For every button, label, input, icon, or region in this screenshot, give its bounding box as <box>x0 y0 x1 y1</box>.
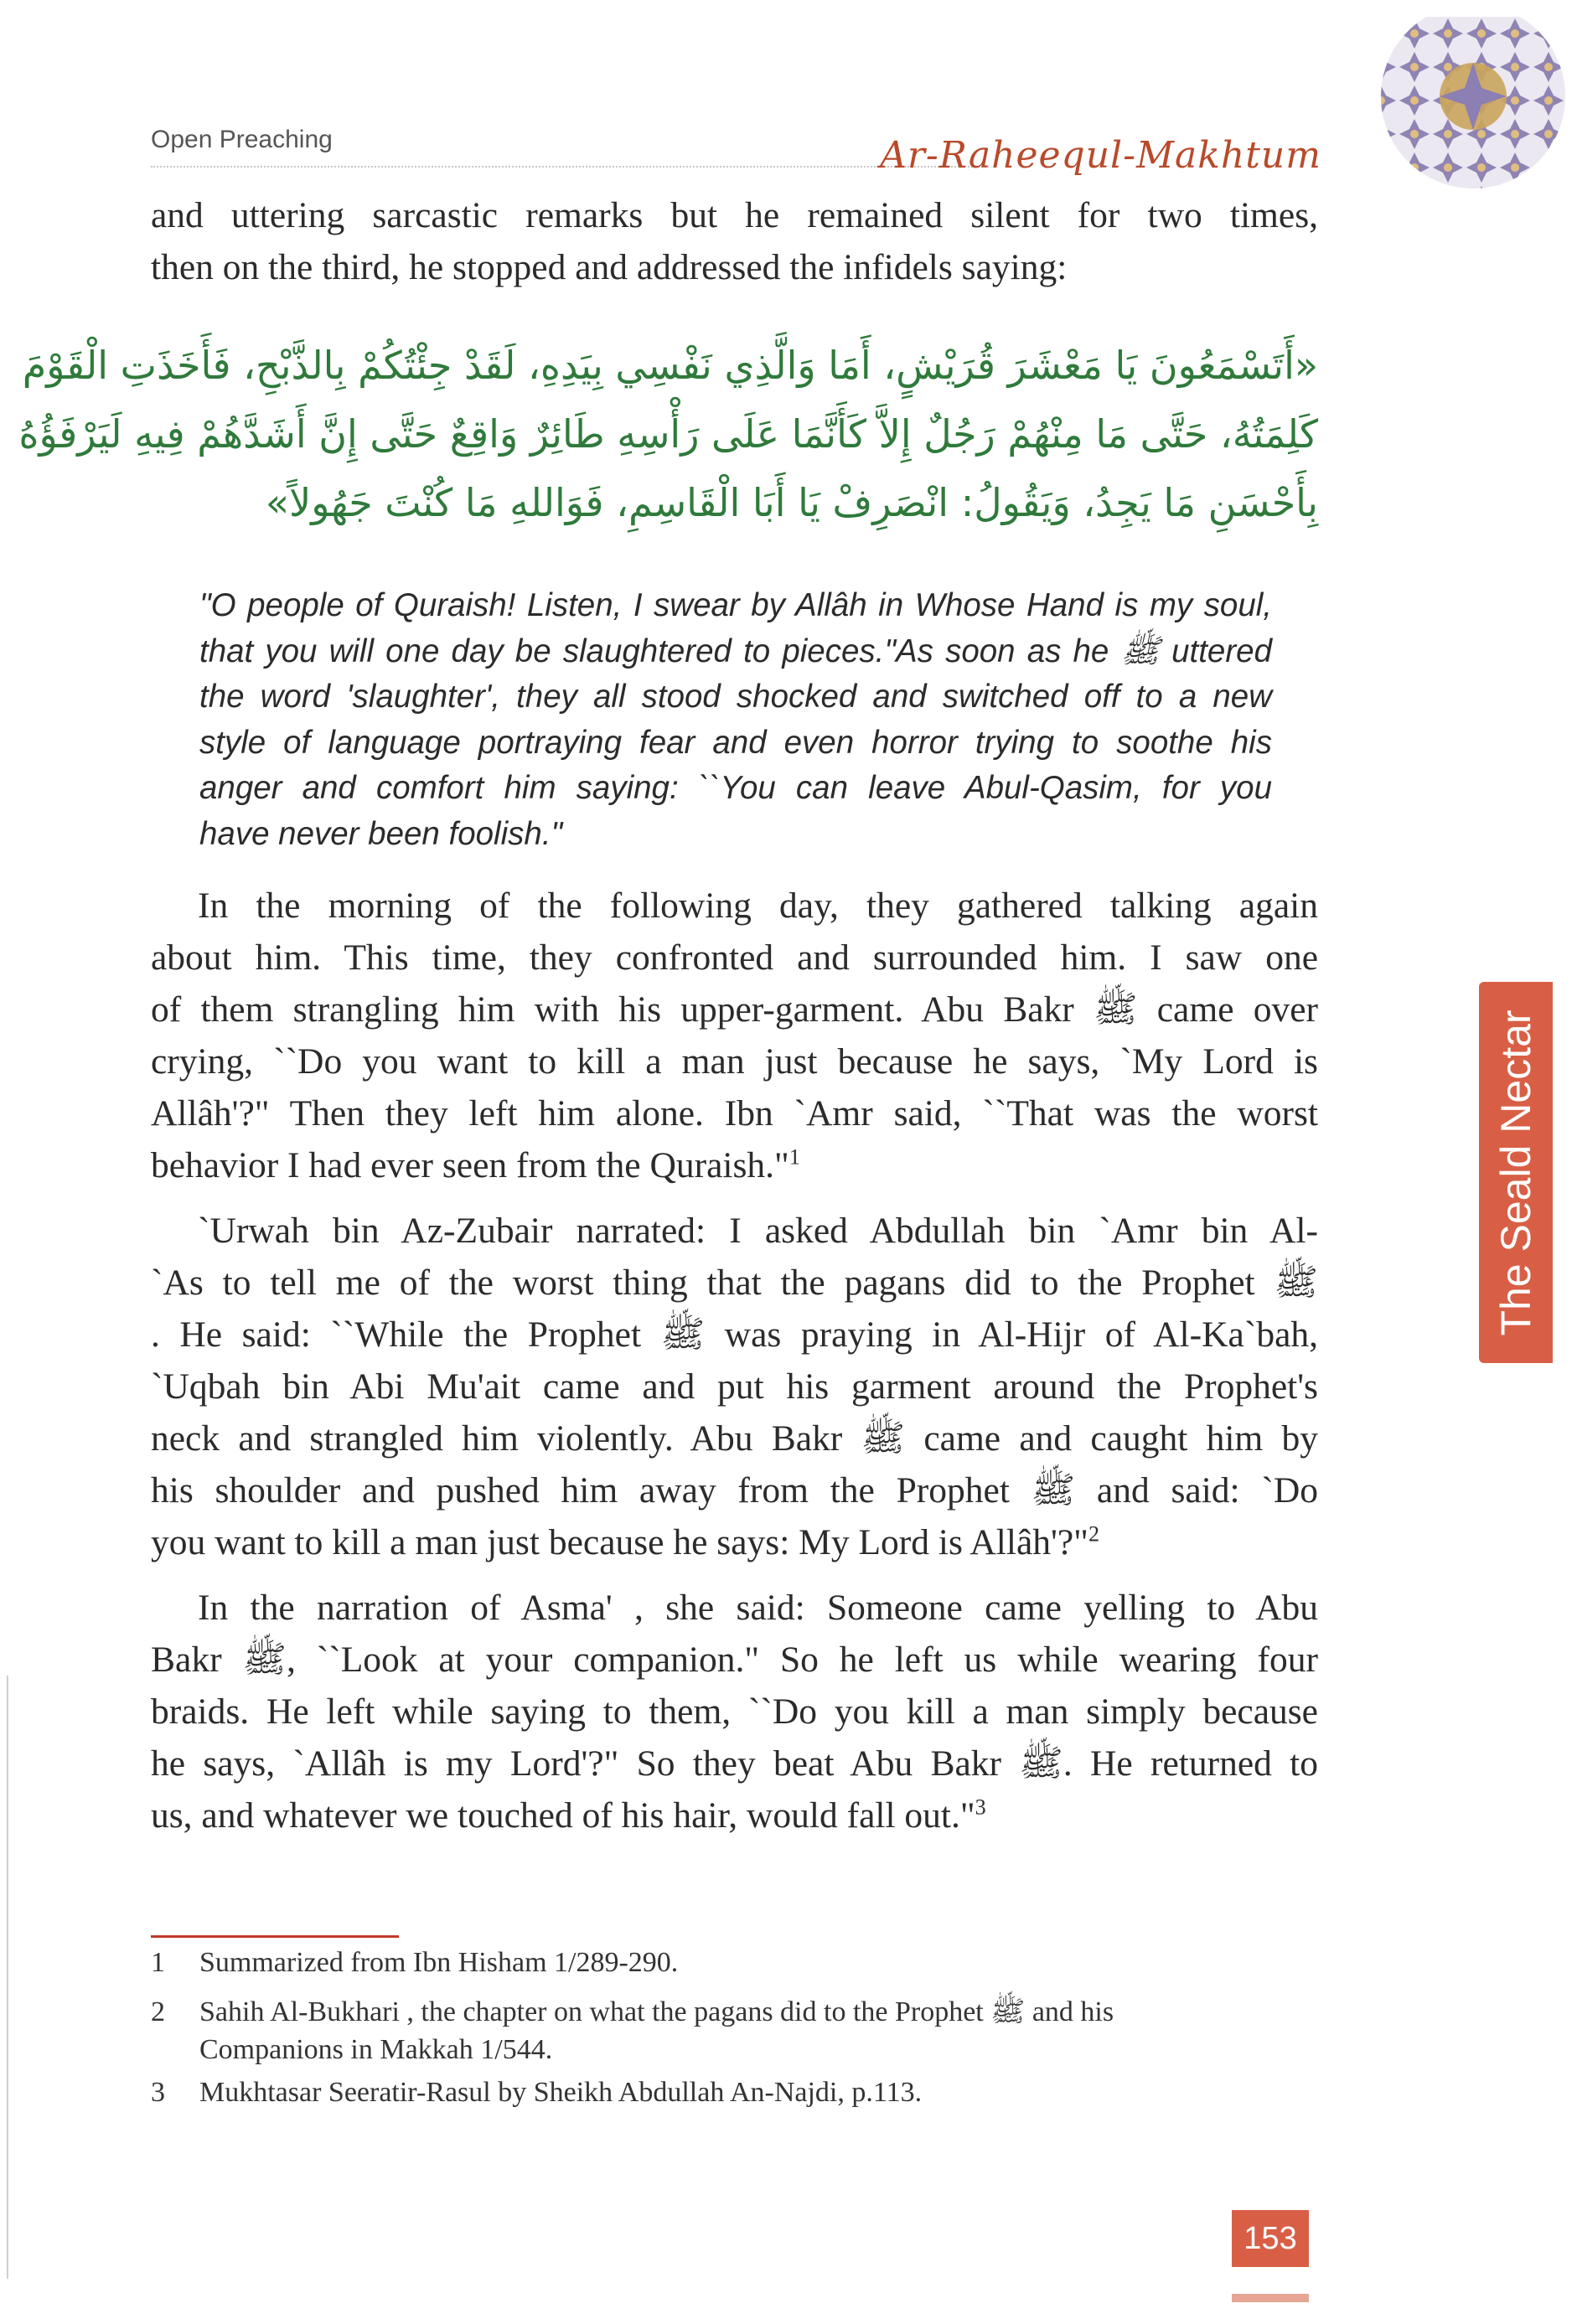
arabic-line: «أَتَسْمَعُونَ يَا مَعْشَرَ قُرَيْشٍ، أَمَا وَالَّذِي نَفْسِي بِيَدِهِ، لَقَدْ جِئْتُكُمْ بِالذَّبْحِ، فَأَخَذَتِ الْقَوْمَ <box>22 343 1318 388</box>
running-header-section: Open Preaching <box>151 126 333 153</box>
text-line: braids. He left while saying to them, ``Do you kill a man simply because <box>151 1691 1318 1732</box>
running-header-book-title: Ar-Raheequl-Makhtum <box>880 134 1321 177</box>
quote-line: "O people of Quraish! Listen, I swear by Allâh in Whose Hand is my soul, <box>199 587 1272 623</box>
paragraph-2 <box>151 880 1318 1191</box>
footnote-1 <box>151 1944 1318 1981</box>
text-line: `Urwah bin Az-Zubair narrated: I asked Abdullah bin `Amr bin Al- <box>198 1211 1318 1251</box>
footnote-number: 1 <box>151 1947 165 1978</box>
text-line: then on the third, he stopped and addressed the infidels saying: <box>151 247 1068 287</box>
quote-line: have never been foolish." <box>199 815 563 852</box>
footnotes <box>151 1944 1318 2111</box>
arabic-hadith-text <box>18 331 1318 537</box>
page-number: 153 <box>1232 2210 1309 2267</box>
paragraph-1 <box>151 189 1318 293</box>
footnote-3 <box>151 2074 1318 2111</box>
text-line: In the morning of the following day, they gathered talking again <box>198 886 1318 926</box>
text-line-content: you want to kill a man just because he says: My Lord is Allâh'?" <box>151 1522 1088 1562</box>
arabic-line: بِأَحْسَنِ مَا يَجِدُ، وَيَقُولُ: انْصَرِفْ يَا أَبَا الْقَاسِمِ، فَوَاللهِ مَا كُنْتَ جَهُولاً» <box>265 480 1318 525</box>
text-line: . He said: ``While the Prophet ﷺ was praying in Al-Hijr of Al-Ka`bah, <box>151 1314 1318 1355</box>
side-tab <box>1479 982 1553 1363</box>
footnote-text: Mukhtasar Seeratir-Rasul by Sheikh Abdullah An-Najdi, p.113. <box>199 2077 923 2108</box>
footnote-number: 3 <box>151 2077 165 2108</box>
page-number-underbar <box>1232 2294 1309 2302</box>
footnote-number: 2 <box>151 1996 165 2027</box>
ornament-rosette-icon <box>1364 17 1565 201</box>
paragraph-3 <box>151 1205 1318 1568</box>
text-line: Bakr ﷺ, ``Look at your companion." So he left us while wearing four <box>151 1640 1318 1680</box>
text-line: about him. This time, they confronted and surrounded him. I saw one <box>151 937 1318 978</box>
text-line <box>151 1516 1318 1568</box>
text-line <box>151 1789 1318 1841</box>
footnote-2 <box>151 1993 1318 2068</box>
text-line: `Uqbah bin Abi Mu'ait came and put his garment around the Prophet's <box>151 1366 1318 1407</box>
page-edge-line <box>7 1676 8 2279</box>
arabic-line: كَلِمَتُهُ، حَتَّى مَا مِنْهُمْ رَجُلٌ إِلاَّ كَأَنَّمَا عَلَى رَأْسِهِ طَائِرٌ وَاقِعٌ حَتَّى إِنَّ أَشَدَّهُمْ فِيهِ لَيَرْفَؤُهُ <box>18 411 1318 457</box>
text-line: crying, ``Do you want to kill a man just because he says, `My Lord is <box>151 1041 1318 1082</box>
header-divider <box>151 166 989 168</box>
quote-line: anger and comfort him saying: ``You can leave Abul-Qasim, for you <box>199 770 1272 806</box>
text-line-content: us, and whatever we touched of his hair, would fall out." <box>151 1795 975 1836</box>
text-line: Allâh'?" Then they left him alone. Ibn `Amr said, ``That was the worst <box>151 1093 1318 1134</box>
text-line: his shoulder and pushed him away from the Prophet ﷺ and said: `Do <box>151 1470 1318 1511</box>
text-line: he says, `Allâh is my Lord'?" So they beat Abu Bakr ﷺ. He returned to <box>151 1743 1318 1784</box>
quote-line: the word 'slaughter', they all stood shocked and switched off to a new <box>199 679 1272 715</box>
text-line: In the narration of Asma' , she said: Someone came yelling to Abu <box>198 1588 1318 1628</box>
translation-quote <box>199 583 1272 857</box>
footnote-ref[interactable]: 1 <box>788 1144 800 1170</box>
footnote-text: Summarized from Ibn Hisham 1/289-290. <box>199 1947 679 1978</box>
footnote-ref[interactable]: 3 <box>975 1795 986 1820</box>
quote-line: style of language portraying fear and even horror trying to soothe his <box>199 724 1272 761</box>
text-line: of them strangling him with his upper-garment. Abu Bakr ﷺ came over <box>151 989 1318 1030</box>
text-line: and uttering sarcastic remarks but he remained silent for two times, <box>151 195 1318 235</box>
footnote-text: Sahih Al-Bukhari , the chapter on what the pagans did to the Prophet ﷺ and his <box>199 1996 1114 2027</box>
text-line-content: behavior I had ever seen from the Quraish." <box>151 1145 789 1185</box>
side-tab-label: The Seald Nectar <box>1492 1009 1539 1336</box>
text-line: neck and strangled him violently. Abu Bakr ﷺ came and caught him by <box>151 1418 1318 1459</box>
paragraph-4 <box>151 1582 1318 1841</box>
footnote-divider <box>151 1935 399 1938</box>
text-line: `As to tell me of the worst thing that the pagans did to the Prophet ﷺ <box>151 1263 1318 1303</box>
text-line <box>151 1139 1318 1191</box>
footnote-text: Companions in Makkah 1/544. <box>199 2034 553 2065</box>
footnote-ref[interactable]: 2 <box>1088 1521 1099 1547</box>
quote-line: that you will one day be slaughtered to pieces."As soon as he ﷺ uttered <box>199 633 1272 669</box>
